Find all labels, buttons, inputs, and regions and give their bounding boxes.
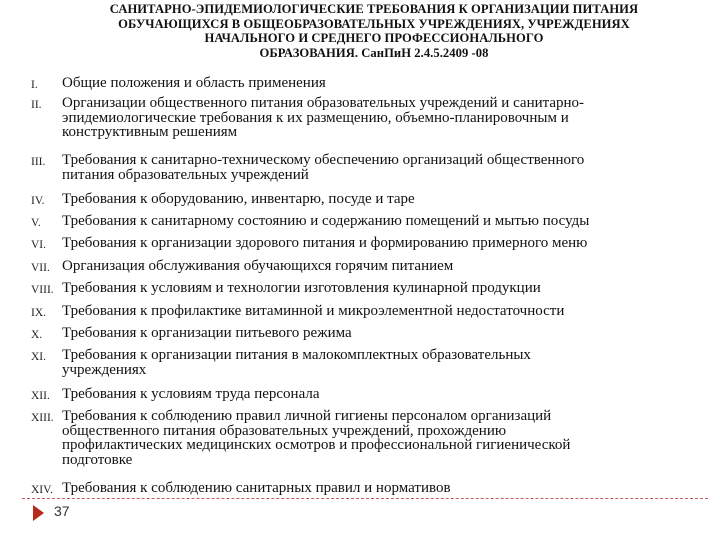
section-number: X. — [31, 329, 43, 341]
title-line: САНИТАРНО-ЭПИДЕМИОЛОГИЧЕСКИЕ ТРЕБОВАНИЯ К ОРГАНИЗАЦИИ ПИТАНИЯ — [109, 2, 639, 16]
section-title — [62, 76, 712, 91]
section-number: II. — [31, 99, 42, 111]
section-title-line: Требования к организации питьевого режима — [62, 325, 352, 341]
page-number: 37 — [54, 503, 70, 519]
section-title-line: общественного питания образовательных учреждений, прохождению — [62, 422, 507, 439]
section-number: XII. — [31, 390, 50, 402]
section-title-line: Требования к организации питания в малокомплектных образовательных — [62, 347, 531, 363]
arrow-right-icon — [33, 505, 44, 521]
section-title — [62, 304, 712, 319]
section-title-line: Требования к условиям труда персонала — [62, 386, 320, 402]
section-title-line: Требования к соблюдению правил личной гигиены персоналом организаций — [62, 408, 552, 424]
section-number: VI. — [31, 239, 47, 251]
section-title — [62, 259, 712, 274]
section-number: VIII. — [31, 284, 54, 296]
section-title-line: профилактических медицинских осмотров и профессиональной гигиенической — [62, 437, 571, 454]
section-title — [62, 348, 712, 377]
section-title-line: Организация обслуживания обучающихся горячим питанием — [62, 258, 454, 274]
section-title — [62, 281, 712, 296]
section-title-line: Требования к организации здорового питания и формированию примерного меню — [62, 235, 588, 251]
section-title-line: конструктивным решениям — [62, 124, 238, 141]
section-title — [62, 409, 712, 467]
section-title-line: подготовке — [62, 451, 133, 468]
section-number: I. — [31, 79, 38, 91]
section-number: XIII. — [31, 412, 54, 424]
section-number: XIV. — [31, 484, 53, 496]
section-title-line: эпидемиологические требования к их размещению, объемно-планировочным и — [62, 109, 569, 126]
section-number: IX. — [31, 307, 47, 319]
document-title — [40, 2, 708, 60]
section-title-line: учреждениях — [62, 361, 147, 378]
title-line: ОБРАЗОВАНИЯ. СанПиН 2.4.5.2409 -08 — [259, 45, 489, 60]
section-title-line: питания образовательных учреждений — [62, 166, 309, 183]
section-title — [62, 96, 712, 140]
title-line: ОБУЧАЮЩИХСЯ В ОБЩЕОБРАЗОВАТЕЛЬНЫХ УЧРЕЖДЕНИЯХ, УЧРЕЖДЕНИЯХ — [118, 16, 630, 31]
section-title — [62, 214, 712, 229]
section-title-line: Общие положения и область применения — [62, 75, 326, 91]
section-title-line: Требования к санитарно-техническому обеспечению организаций общественного — [62, 152, 585, 168]
section-title-line: Требования к оборудованию, инвентарю, посуде и таре — [62, 191, 415, 207]
section-title-line: Организации общественного питания образовательных учреждений и санитарно- — [62, 95, 585, 111]
title-line: НАЧАЛЬНОГО И СРЕДНЕГО ПРОФЕССИОНАЛЬНОГО — [204, 31, 544, 45]
section-number: IV. — [31, 195, 45, 207]
section-title — [62, 387, 712, 402]
section-title — [62, 326, 712, 341]
section-title-line: Требования к соблюдению санитарных правил и нормативов — [62, 480, 451, 496]
section-title — [62, 153, 712, 182]
section-number: V. — [31, 217, 41, 229]
section-number: XI. — [31, 351, 47, 363]
section-title — [62, 236, 712, 251]
footer-divider — [22, 498, 708, 499]
section-title-line: Требования к профилактике витаминной и микроэлементной недостаточности — [62, 303, 565, 319]
section-number: III. — [31, 156, 46, 168]
section-number: VII. — [31, 262, 50, 274]
section-title — [62, 481, 712, 496]
section-title — [62, 192, 712, 207]
section-title-line: Требования к условиям и технологии изготовления кулинарной продукции — [62, 280, 541, 296]
section-title-line: Требования к санитарному состоянию и содержанию помещений и мытью посуды — [62, 213, 590, 229]
